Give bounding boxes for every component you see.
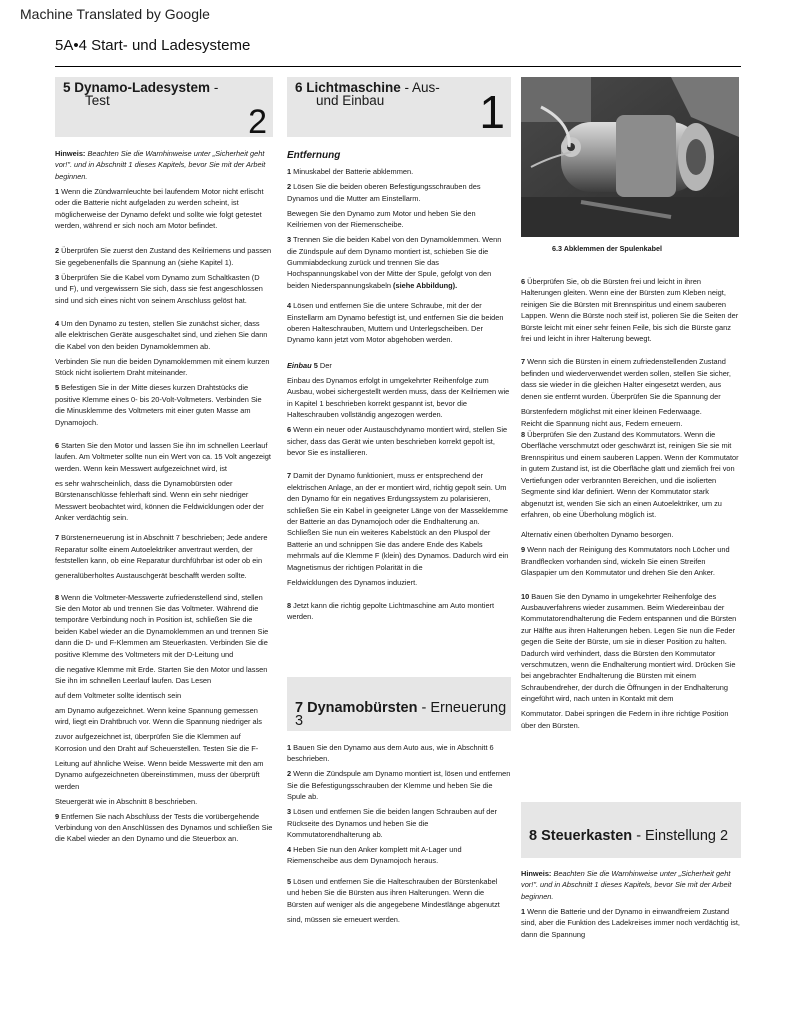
section-5-heading-box — [55, 77, 273, 141]
paragraph — [521, 276, 741, 344]
paragraph — [521, 906, 741, 940]
paragraph-text: auf dem Voltmeter sollte identisch sein — [55, 691, 182, 700]
paragraph — [521, 708, 741, 731]
section-6-title — [295, 81, 440, 107]
paragraph — [521, 591, 741, 705]
paragraph-text: Überprüfen Sie den Zustand des Kommutators. Wenn die Oberfläche verschmutzt oder geschwärzt ist, reinigen Sie sie mit Brennspiritus und einem sauberen Lappen. Wenn der Kommutator in gutem Zustand ist, ist die Oberfläche glatt und ziemlich frei von Vertiefungen oder verbrannten Bereichen, und die isolierten Segmente sind klar definiert. Wenn der Kommutator stark abgenutzt ist, wenden Sie sich an einen Autoelektriker, um zu erfahren, ob eine Überholung möglich ist. — [521, 430, 739, 519]
section-5-title-rest: - — [210, 80, 219, 95]
paragraph — [287, 806, 511, 840]
paragraph — [55, 186, 273, 232]
paragraph-text: Bauen Sie den Dynamo in umgekehrter Reihenfolge des Ausbauverfahrens wieder zusammen. Beim Wiedereinbau der Kommutatorendhalterung die Federn entspannen und die Bürsten zur Hälfte aus ihren Halterungen heben. Legen Sie nun die Feder gegen die Seite der Bürste, um sie in dieser Position zu halten. Dadurch wird verhindert, dass die Bürsten den Kommutator verschmutzen, wenn die Endhalterung montiert wird. Drücken Sie bei angebrachter Endhalterung die Bürsten mit einem Schraubendreher, der durch die Öffnungen in der Endhalterung eingeführt wird, nach unten in Kontakt mit dem — [521, 591, 737, 704]
paragraph — [287, 768, 511, 802]
paragraph — [287, 424, 511, 458]
paragraph-text: Wenn die Zündspule am Dynamo montiert ist, lösen und entfernen Sie die Befestigungsschrauben der Klemme und heben Sie die Spule ab. — [287, 769, 511, 802]
paragraph-text: Kommutator. Dabei springen die Federn in ihre richtige Position über den Bürsten. — [521, 709, 729, 730]
paragraph-text: Jetzt kann die richtig gepolte Lichtmaschine am Auto montiert werden. — [287, 600, 495, 622]
section-6-title-bold: 6 Lichtmaschine — [295, 80, 401, 95]
paragraph — [55, 356, 273, 379]
paragraph — [55, 382, 273, 428]
step-number: 4 — [287, 301, 292, 311]
section-8-title-rest: - Einstellung 2 — [632, 828, 729, 844]
dynamo-photo-illustration — [521, 77, 739, 237]
paragraph — [55, 440, 273, 474]
paragraph — [55, 796, 273, 807]
paragraph — [521, 418, 741, 429]
header-rule — [55, 66, 741, 67]
step-number: 8 — [55, 592, 60, 602]
section-6-difficulty: 1 — [479, 86, 505, 138]
step-number: 1 — [287, 743, 292, 752]
step-number: 2 — [55, 246, 60, 256]
step-number: 5 — [287, 876, 292, 886]
paragraph — [521, 429, 741, 520]
paragraph-text: Minuskabel der Batterie abklemmen. — [291, 167, 414, 177]
paragraph — [287, 208, 511, 231]
paragraph-text: die negative Klemme mit Erde. Starten Sie den Motor und lassen Sie ihn im schnellen Leerlauf laufen. Das Lesen — [55, 664, 268, 685]
section-7-heading-box — [287, 677, 511, 731]
step-number: 2 — [287, 182, 292, 192]
section-8-title — [529, 830, 728, 843]
paragraph — [55, 570, 273, 581]
hinweis-label: Hinweis: — [55, 149, 86, 158]
section-8-title-bold: 8 Steuerkasten — [529, 828, 633, 844]
step-number: 7 — [287, 471, 292, 481]
step-number: 5 — [313, 360, 318, 370]
paragraph-text: Bewegen Sie den Dynamo zum Motor und heben Sie den Keilriemen von der Riemenscheibe. — [287, 208, 476, 230]
paragraph-text: Der — [317, 360, 332, 370]
paragraph-text: Wenn die Zündwarnleuchte bei laufendem Motor nicht erlischt oder die Batterie nicht aufgeladen zu werden scheint, ist möglicherweise der Dynamo defekt und sollte wie folgt getestet werden, während er sich noch am Motor befindet. — [55, 186, 264, 231]
step-number: 1 — [55, 186, 60, 196]
section-7-text — [287, 742, 511, 929]
entfernung-subheading: Entfernung — [287, 150, 341, 161]
paragraph-text: Entfernen Sie nach Abschluss der Tests die vorübergehende Verbindung von den Anschlüssen des Dynamos und schließen Sie die Kabel wieder an den Dynamo und die Steuerbox an. — [55, 811, 273, 844]
step-number: 3 — [287, 807, 292, 817]
step-number: 8 — [287, 600, 292, 610]
paragraph — [55, 245, 273, 268]
step-number: 1 — [287, 167, 292, 177]
step-number: 10 — [521, 591, 530, 601]
paragraph-text: Wenn ein neuer oder Austauschdynamo montiert wird, stellen Sie sicher, dass das Gerät wie unten beschrieben korrekt gepolt ist, bevor Sie es installieren. — [287, 425, 508, 457]
column-2 — [287, 150, 511, 626]
paragraph-text: Leitung auf ähnliche Weise. Wenn beide Messwerte mit den am Dynamo aufgezeichneten übereinstimmen, muss der überprüft werden — [55, 758, 264, 791]
photo-caption: 6.3 Abklemmen der Spulenkabel — [552, 244, 662, 253]
step-number: 2 — [287, 769, 292, 779]
paragraph-text: Trennen Sie die beiden Kabel von den Dynamoklemmen. Wenn die Zündspule auf dem Dynamo montiert ist, schieben Sie die Gummiabdeckung zurück und trennen Sie das Hochspannungskabel von der Mitte der Spule, gefolgt von den beiden Niederspannungskabeln — [287, 235, 502, 290]
paragraph — [55, 532, 273, 566]
page-header: 5A•4 Start- und Ladesysteme — [55, 37, 251, 54]
step-number: 4 — [287, 845, 292, 855]
paragraph — [287, 914, 511, 925]
hinweis-label: Hinweis: — [521, 869, 552, 878]
paragraph-text: Überprüfen Sie die Kabel vom Dynamo zum Schaltkasten (D und F), und vergewissern Sie sich, dass sie fest angeschlossen sind und sich eines nicht von seinem Anschluss gelöst hat. — [55, 272, 263, 305]
paragraph-text: Lösen und entfernen Sie die Halteschrauben der Bürstenkabel und heben Sie die Bürsten aus ihren Halterungen. Wenn die Bürsten auf weniger als die angegebene Mindestlänge abgenutzt — [287, 876, 500, 909]
hinweis-note — [55, 148, 273, 182]
step-number: 6 — [287, 425, 292, 435]
paragraph — [287, 300, 511, 346]
paragraph — [55, 664, 273, 687]
paragraph-text: Einbau des Dynamos erfolgt in umgekehrter Reihenfolge zum Ausbau, wobei sichergestellt werden muss, dass der Keilriemen wie in Kapitel 1 beschrieben korrekt gespannt ist, bevor die Halteschrauben vollständig angezogen werden. — [287, 375, 510, 420]
paragraph-text: Reicht die Spannung nicht aus, Federn erneuern. — [521, 418, 683, 428]
paragraph — [55, 705, 273, 728]
step-number: 1 — [521, 906, 526, 916]
paragraph-text: Überprüfen Sie, ob die Bürsten frei und leicht in ihren Halterungen gleiten. Wenn eine der Bürsten zum Kleben neigt, reinigen Sie die Bürsten mit Brennspiritus und einem sauberen Lappen. Wenn die Bürste noch steif ist, polieren Sie die Seiten der Bürste leicht mit einer sehr feinen Feile, bis sich die Bürste ganz frei und leicht in ihrer Halterung bewegt. — [521, 277, 739, 344]
step-number: 5 — [55, 383, 60, 393]
step-number: 3 — [287, 235, 292, 245]
paragraph-text: Steuergerät wie in Abschnitt 8 beschrieben. — [55, 796, 198, 806]
section-6-heading-box — [287, 77, 511, 137]
paragraph — [287, 876, 511, 910]
paragraph-text: Alternativ einen überholten Dynamo besorgen. — [521, 530, 674, 540]
section-5-difficulty: 2 — [248, 103, 267, 141]
paragraph-text: Bürstenfedern möglichst mit einer kleinen Federwaage. — [521, 406, 702, 416]
paragraph — [55, 690, 273, 701]
figure-reference: (siehe Abbildung). — [393, 280, 458, 290]
paragraph — [521, 356, 741, 402]
paragraph — [55, 731, 273, 754]
section-5-title-line2: Test — [85, 93, 110, 108]
paragraph — [287, 181, 511, 204]
section-8-text — [521, 868, 741, 944]
paragraph-text: Starten Sie den Motor und lassen Sie ihn im schnellen Leerlauf laufen. Am Voltmeter sollte nun ein Wert von ca. 15 Volt angezeigt werden. Wenn kein Messwert aufgezeichnet wird, ist — [55, 440, 271, 473]
paragraph — [55, 318, 273, 352]
paragraph-text: Um den Dynamo zu testen, stellen Sie zunächst sicher, dass alle elektrischen Geräte ausgeschaltet sind, und ziehen Sie dann die Kabel von den beiden Dynamoklemmen ab. — [55, 319, 268, 351]
hinweis-text: Beachten Sie die Warnhinweise unter „Sicherheit geht vor!". und in Abschnitt 1 dieses Kapitels, bevor Sie mit der Arbeit beginnen. — [55, 149, 266, 181]
paragraph-text: generalüberholtes Austauschgerät beschafft werden sollte. — [55, 571, 247, 581]
paragraph-text: es sehr wahrscheinlich, dass die Dynamobürsten oder Bürstenanschlüsse fehlerhaft sind. Wenn ein sehr niedriger Messwert beobachtet wird, können die Feldwicklungen oder der Anker verdächtig sein. — [55, 478, 264, 522]
paragraph-text: Wenn die Voltmeter-Messwerte zufriedenstellend sind, stellen Sie den Motor ab und trennen Sie das Voltmeter. Während die temporäre Verbindung noch in Position ist, schließen Sie die beiden Kabel wieder an die Dynamoklemmen an und trennen Sie dann die D- und F-Klemmen am Steuerkasten. Verbinden Sie die positive Klemme des Voltmeters mit der D-Leitung und — [55, 592, 269, 659]
paragraph-text: am Dynamo aufgezeichnet. Wenn keine Spannung gemessen wird, liegt ein Drahtbruch vor. Wenn die Spannung niedriger als — [55, 706, 262, 727]
paragraph — [521, 406, 741, 417]
paragraph-text: Überprüfen Sie zuerst den Zustand des Keilriemens und passen Sie gegebenenfalls die Spannung an (siehe Kapitel 1). — [55, 246, 272, 267]
paragraph-text: Verbinden Sie nun die beiden Dynamoklemmen mit einem kurzen Stück nicht isoliertem Draht miteinander. — [55, 356, 270, 378]
paragraph-text: Lösen Sie die beiden oberen Befestigungsschrauben des Dynamos und die Mutter am Einstellarm. — [287, 182, 481, 203]
hinweis-text: Beachten Sie die Warnhinweise unter „Sicherheit geht vor!". und in Abschnitt 1 dieses Kapitels, bevor Sie mit der Arbeit beginnen. — [521, 869, 732, 901]
paragraph — [521, 529, 741, 540]
step-number: 7 — [521, 357, 526, 367]
paragraph — [287, 166, 511, 177]
paragraph-text: Heben Sie nun den Anker komplett mit A-Lager und Riemenscheibe aus dem Dynamojoch heraus. — [287, 845, 462, 866]
section-7-title-bold: 7 Dynamobürsten — [295, 700, 418, 716]
step-number: 7 — [55, 533, 60, 543]
section-7-title-rest: - Erneuerung 3 — [295, 700, 507, 729]
paragraph-text: Lösen und entfernen Sie die beiden langen Schrauben auf der Rückseite des Dynamos und heben Sie die Kommutatorendhalterung ab. — [287, 807, 497, 840]
paragraph — [287, 600, 511, 623]
step-number: 4 — [55, 319, 60, 329]
paragraph — [287, 844, 511, 867]
paragraph-text: Damit der Dynamo funktioniert, muss er entsprechend der elektrischen Anlage, an der er montiert wird, richtig gepolt sein. Um den Dynamo für ein negatives Erdungssystem zu polarisieren, schließen Sie ein Kabel in geeigneter Länge von der Masseklemme der Batterie an das Dynamojoch oder die Endhalterung an. Schließen Sie nun ein weiteres Kabelstück an den Pluspol der Batterie an und schnippen Sie das andere Ende des Kabels mehrmals auf die Klemme F (klein) des Dynamos. Dadurch wird ein Magnetismus der richtigen Polarität in die — [287, 471, 509, 572]
step-number: 9 — [55, 811, 60, 821]
hinweis-note — [521, 868, 741, 902]
section-5-title — [63, 81, 218, 107]
paragraph — [55, 272, 273, 306]
paragraph — [287, 234, 511, 291]
section-8-heading-box — [521, 802, 741, 858]
paragraph — [287, 577, 511, 588]
section-6-title-rest: - Aus- — [400, 80, 440, 95]
paragraph-text: Befestigen Sie in der Mitte dieses kurzen Drahtstücks die positive Klemme eines 0- bis 20-Volt-Voltmeters. Verbinden Sie die Minusklemme des Voltmeters mit einer guten Masse am Dynamojoch. — [55, 383, 262, 427]
paragraph-text: Wenn die Batterie und der Dynamo in einwandfreiem Zustand sind, aber die Funktion des Ladekreises immer noch verdächtig ist, dann die Spannung — [521, 906, 740, 939]
paragraph — [55, 811, 273, 845]
dynamo-photo — [521, 77, 739, 237]
column-1 — [55, 148, 273, 848]
paragraph — [287, 360, 511, 371]
step-number: 9 — [521, 545, 526, 555]
paragraph — [55, 478, 273, 524]
paragraph — [55, 592, 273, 660]
paragraph-text: zuvor aufgezeichnet ist, überprüfen Sie die Klemmen auf Korrosion und den Draht auf Scheuerstellen. Testen Sie die F- — [55, 732, 259, 753]
paragraph-text: Lösen und entfernen Sie die untere Schraube, mit der der Einstellarm am Dynamo befestigt ist, und entfernen Sie die beiden oberen Halteschrauben, Muttern und Unterlegscheiben. Der Dynamo kann jetzt vom Motor abgehoben werden. — [287, 301, 504, 345]
section-5-title-bold: 5 Dynamo-Ladesystem — [63, 80, 211, 95]
paragraph-text: Bauen Sie den Dynamo aus dem Auto aus, wie in Abschnitt 6 beschrieben. — [287, 743, 494, 764]
column-3 — [521, 276, 741, 735]
section-6-title-line2: und Einbau — [316, 93, 385, 108]
paragraph-text: Wenn nach der Reinigung des Kommutators noch Löcher und Brandflecken vorhanden sind, wickeln Sie einen Streifen Glaspapier um den Kommutator und drehen Sie den Anker. — [521, 545, 730, 578]
machine-translation-banner: Machine Translated by Google — [20, 6, 210, 22]
step-number: 6 — [55, 440, 60, 450]
einbau-subheading: Einbau — [287, 360, 312, 370]
paragraph — [55, 758, 273, 792]
paragraph-text: Wenn sich die Bürsten in einem zufriedenstellenden Zustand befinden und wiederverwendet werden sollen, stellen Sie sicher, dass sie wieder in die gleichen Halter eingesetzt werden, aus denen sie entfernt wurden. Überprüfen Sie die Spannung der — [521, 357, 731, 401]
paragraph — [287, 742, 511, 765]
paragraph — [521, 544, 741, 578]
step-number: 3 — [55, 272, 60, 282]
step-number: 6 — [521, 277, 526, 286]
section-7-title — [295, 702, 511, 728]
paragraph — [287, 470, 511, 573]
paragraph-text: Feldwicklungen des Dynamos induziert. — [287, 577, 418, 587]
paragraph — [287, 375, 511, 421]
paragraph-text: Bürstenerneuerung ist in Abschnitt 7 beschrieben; Jede andere Reparatur sollte einem Autoelektriker anvertraut werden, der feststellen kann, ob eine Reparatur durchführbar ist oder ob ein — [55, 533, 268, 566]
step-number: 8 — [521, 430, 526, 440]
paragraph-text: sind, müssen sie erneuert werden. — [287, 914, 400, 924]
